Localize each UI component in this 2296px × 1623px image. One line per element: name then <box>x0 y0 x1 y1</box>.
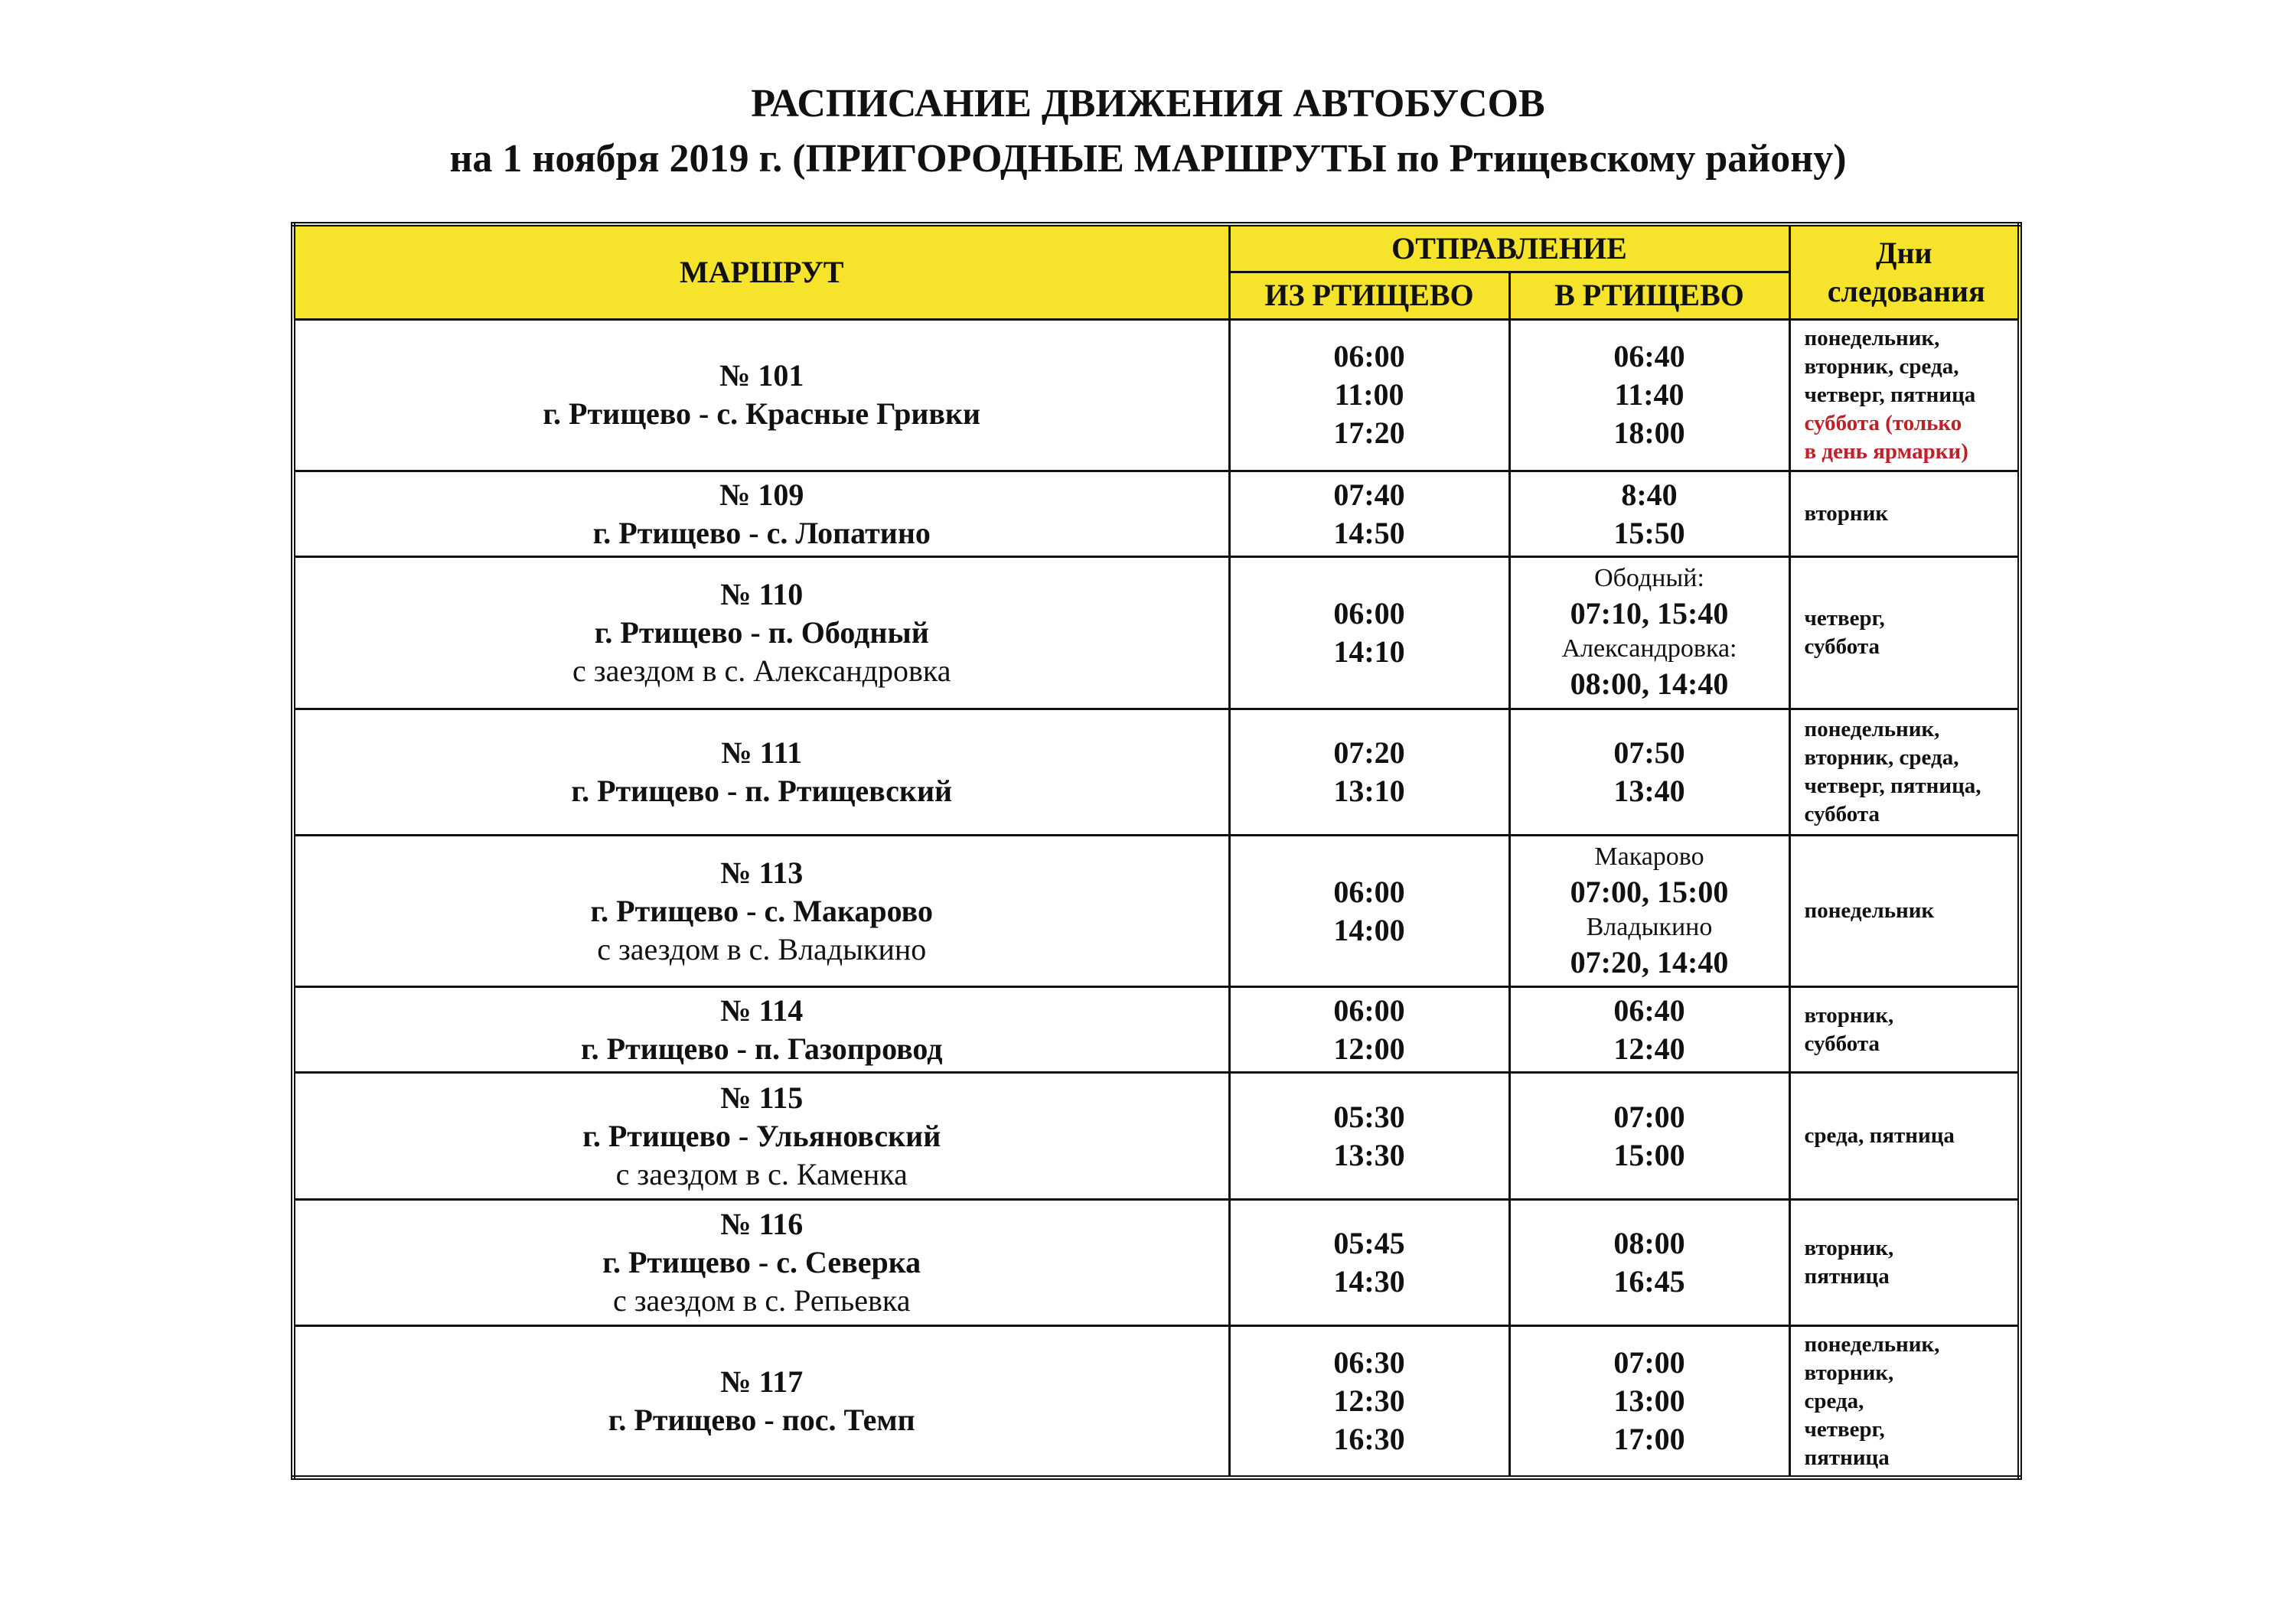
return-time: 17:00 <box>1613 1422 1685 1457</box>
days-line: вторник, <box>1804 1360 1894 1385</box>
return-time: 07:00, 15:00 <box>1570 874 1729 909</box>
route-cell <box>293 471 1229 556</box>
page-title <box>0 77 2296 187</box>
days-line: в день ярмарки) <box>1804 438 1968 464</box>
route-cell <box>293 987 1229 1073</box>
days-line: четверг, <box>1804 605 1885 631</box>
return-time: 8:40 <box>1621 477 1678 512</box>
table-row <box>293 471 2020 556</box>
schedule-table <box>291 222 2022 1480</box>
days-line: суббота <box>1804 1031 1880 1056</box>
from-times-cell <box>1229 835 1509 986</box>
days-line: четверг, <box>1804 1416 1885 1442</box>
table-row <box>293 1199 2020 1325</box>
departure-time: 05:30 <box>1333 1099 1405 1134</box>
header-from: ИЗ РТИЩЕВО <box>1229 272 1509 319</box>
route-number: № 114 <box>720 992 804 1028</box>
table-row <box>293 835 2020 986</box>
days-cell <box>1789 319 2020 471</box>
departure-time: 13:10 <box>1333 773 1405 808</box>
from-times-cell <box>1229 471 1509 556</box>
days-cell <box>1789 557 2020 709</box>
days-line: понедельник, <box>1804 716 1940 741</box>
return-time: 08:00, 14:40 <box>1570 666 1729 701</box>
to-times-cell <box>1509 709 1789 835</box>
header-days-label: Дни следования <box>1827 235 1985 308</box>
departure-time: 07:20 <box>1333 735 1405 770</box>
days-line: суббота <box>1804 634 1880 659</box>
route-number: № 115 <box>720 1080 804 1115</box>
return-time: 08:00 <box>1613 1225 1685 1260</box>
departure-time: 06:00 <box>1333 992 1405 1028</box>
route-name: г. Ртищево - с. Красные Гривки <box>543 396 981 432</box>
route-via: с заездом в с. Репьевка <box>612 1282 911 1318</box>
route-cell <box>293 557 1229 709</box>
days-line: пятница <box>1804 1445 1890 1470</box>
route-cell <box>293 835 1229 986</box>
header-route: МАРШРУТ <box>293 224 1229 319</box>
header-departure: ОТПРАВЛЕНИЕ <box>1229 224 1789 272</box>
route-number: № 111 <box>721 735 803 770</box>
days-line: пятница <box>1804 1263 1890 1289</box>
from-times-cell <box>1229 1073 1509 1199</box>
days-line: понедельник <box>1804 898 1935 923</box>
to-times-cell <box>1509 1326 1789 1478</box>
from-times-cell <box>1229 1326 1509 1478</box>
departure-time: 06:30 <box>1333 1345 1405 1380</box>
stop-label: Ободный: <box>1594 563 1704 592</box>
days-cell <box>1789 1326 2020 1478</box>
return-time: 13:40 <box>1613 773 1685 808</box>
title-line-2: на 1 ноября 2019 г. (ПРИГОРОДНЫЕ МАРШРУТЫ по Ртищевскому району) <box>449 137 1847 181</box>
route-number: № 116 <box>720 1206 804 1241</box>
route-cell <box>293 1199 1229 1325</box>
days-line: вторник, среда, <box>1804 745 1959 770</box>
stop-label: Макарово <box>1594 842 1704 871</box>
title-line-1: РАСПИСАНИЕ ДВИЖЕНИЯ АВТОБУСОВ <box>751 82 1545 125</box>
route-number: № 110 <box>720 576 804 611</box>
return-time: 18:00 <box>1613 416 1685 451</box>
route-number: № 117 <box>720 1364 804 1400</box>
departure-time: 06:00 <box>1333 874 1405 909</box>
header-days <box>1789 224 2020 319</box>
days-cell <box>1789 471 2020 556</box>
to-times-cell <box>1509 319 1789 471</box>
to-times-cell <box>1509 557 1789 709</box>
departure-time: 11:00 <box>1334 377 1404 412</box>
departure-time: 14:10 <box>1333 634 1405 669</box>
to-times-cell <box>1509 987 1789 1073</box>
days-line: четверг, пятница, <box>1804 773 1981 798</box>
days-cell <box>1789 1199 2020 1325</box>
return-time: 07:10, 15:40 <box>1570 595 1729 631</box>
departure-time: 06:00 <box>1333 339 1405 374</box>
table-row <box>293 319 2020 471</box>
return-time: 15:50 <box>1613 515 1685 550</box>
from-times-cell <box>1229 987 1509 1073</box>
days-cell <box>1789 835 2020 986</box>
route-name: г. Ртищево - с. Северка <box>602 1244 921 1279</box>
from-times-cell <box>1229 709 1509 835</box>
days-line: понедельник, <box>1804 325 1940 350</box>
to-times-cell <box>1509 1073 1789 1199</box>
schedule-body <box>293 319 2020 1478</box>
return-time: 07:20, 14:40 <box>1570 944 1729 979</box>
to-times-cell <box>1509 835 1789 986</box>
days-line: суббота (только <box>1804 410 1962 435</box>
table-row <box>293 557 2020 709</box>
departure-time: 17:20 <box>1333 416 1405 451</box>
days-line: вторник, среда, <box>1804 354 1959 379</box>
to-times-cell <box>1509 1199 1789 1325</box>
return-time: 07:00 <box>1613 1099 1685 1134</box>
departure-time: 14:30 <box>1333 1263 1405 1299</box>
days-cell <box>1789 1073 2020 1199</box>
route-name: г. Ртищево - пос. Темп <box>608 1403 915 1438</box>
return-time: 15:00 <box>1613 1137 1685 1172</box>
days-line: вторник, <box>1804 1235 1894 1260</box>
departure-time: 13:30 <box>1333 1137 1405 1172</box>
header-to: В РТИЩЕВО <box>1509 272 1789 319</box>
from-times-cell <box>1229 319 1509 471</box>
return-time: 16:45 <box>1613 1263 1685 1299</box>
departure-time: 07:40 <box>1333 477 1405 512</box>
table-row <box>293 987 2020 1073</box>
route-cell <box>293 709 1229 835</box>
return-time: 12:40 <box>1613 1031 1685 1066</box>
route-name: г. Ртищево - п. Ободный <box>594 614 929 650</box>
return-time: 06:40 <box>1613 992 1685 1028</box>
table-row <box>293 709 2020 835</box>
route-cell <box>293 1326 1229 1478</box>
departure-time: 05:45 <box>1333 1225 1405 1260</box>
days-line: четверг, пятница <box>1804 382 1976 407</box>
route-name: г. Ртищево - п. Газопровод <box>581 1031 943 1066</box>
days-line: среда, пятница <box>1804 1123 1955 1149</box>
route-via: с заездом в с. Каменка <box>615 1156 908 1191</box>
return-time: 07:00 <box>1613 1345 1685 1380</box>
to-times-cell <box>1509 471 1789 556</box>
route-cell <box>293 319 1229 471</box>
route-cell <box>293 1073 1229 1199</box>
days-line: вторник, <box>1804 1002 1894 1028</box>
route-via: с заездом в с. Владыкино <box>597 931 927 966</box>
days-cell <box>1789 987 2020 1073</box>
days-cell <box>1789 709 2020 835</box>
from-times-cell <box>1229 1199 1509 1325</box>
route-name: г. Ртищево - с. Макарово <box>590 893 933 928</box>
departure-time: 12:30 <box>1333 1383 1405 1419</box>
table-row <box>293 1073 2020 1199</box>
route-name: г. Ртищево - Ульяновский <box>582 1118 941 1153</box>
route-number: № 109 <box>719 477 804 512</box>
days-line: суббота <box>1804 801 1880 826</box>
route-via: с заездом в с. Александровка <box>572 653 951 688</box>
route-number: № 113 <box>720 855 804 890</box>
days-line: понедельник, <box>1804 1331 1940 1357</box>
table-row <box>293 1326 2020 1478</box>
departure-time: 12:00 <box>1333 1031 1405 1066</box>
departure-time: 14:50 <box>1333 515 1405 550</box>
departure-time: 06:00 <box>1333 595 1405 631</box>
stop-label: Владыкино <box>1586 912 1713 941</box>
stop-label: Александровка: <box>1561 634 1737 663</box>
days-line: среда, <box>1804 1388 1864 1413</box>
departure-time: 16:30 <box>1333 1422 1405 1457</box>
return-time: 06:40 <box>1613 339 1685 374</box>
route-name: г. Ртищево - п. Ртищевский <box>571 773 953 808</box>
from-times-cell <box>1229 557 1509 709</box>
days-line: вторник <box>1804 501 1889 526</box>
route-name: г. Ртищево - с. Лопатино <box>592 515 931 550</box>
departure-time: 14:00 <box>1333 912 1405 947</box>
return-time: 13:00 <box>1613 1383 1685 1419</box>
return-time: 07:50 <box>1613 735 1685 770</box>
route-number: № 101 <box>719 358 804 393</box>
return-time: 11:40 <box>1614 377 1684 412</box>
